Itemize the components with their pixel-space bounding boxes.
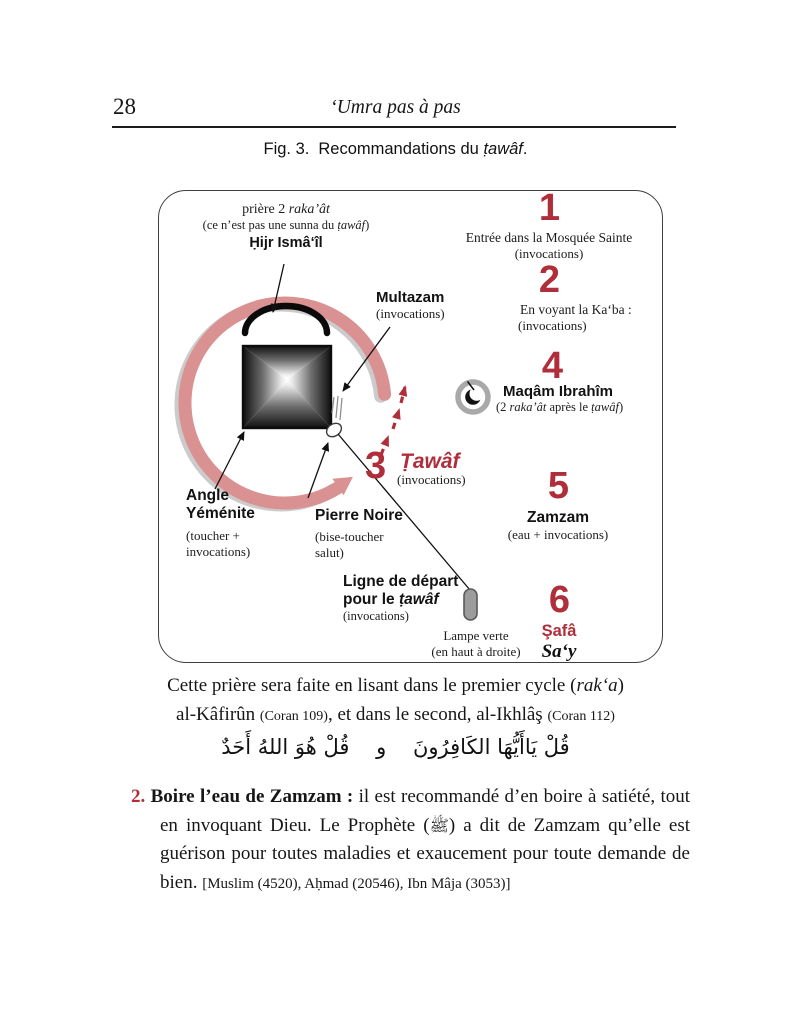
hadith-citation: [Muslim (4520), Aḥmad (20546), Ibn Mâja (3053)] [202,875,511,892]
pierre-noire-label: Pierre Noire (bise-toucher salut) [315,507,403,560]
saws-symbol: ﷺ [429,815,449,835]
step3-number: 3 [365,445,386,487]
item-number: 2. [131,786,146,807]
step4-number: 4 [541,345,563,387]
running-title: ‘Umra pas à pas [330,97,461,118]
figure-caption: Fig. 3. Recommandations du ṭawâf. [263,140,528,158]
lampe-verte-label: Lampe verte (en haut à droite) [431,628,521,659]
step4-title: Maqâm Ibrahîm [503,383,614,400]
hijr-label: prière 2 raka’ât (ce n’est pas une sunna du ṭawâf) Ḥijr Ismâ‘îl [202,202,370,252]
step5: 5 Zamzam (eau + invocations) [507,465,609,542]
intro-paragraph: Cette prière sera faite en lisant dans le premier cycle (rak‘a) al-Kâfirûn (Coran 109), et dans le second, al-Ikhlâş (Coran 112) [167,675,624,725]
step2: 2 En voyant la Ka‘ba : (invocations) [518,259,632,334]
step3-title: Ṭawâf [400,450,460,473]
kaaba-icon [243,346,331,428]
step1: 1 Entrée dans la Mosquée Sainte (invocations) [465,187,633,262]
figure-caption-text: Recommandations du [318,140,484,158]
angle-yemenite-label: Angle Yéménite (toucher + invocations) [186,487,255,559]
page-number: 28 [113,94,136,119]
multazam-label: Multazam (invocations) [376,289,445,322]
step4-sub: (2 raka’ât après le ṭawâf) [496,400,624,414]
multazam-marks [332,396,342,420]
crescent-icon [458,382,488,413]
ligne-depart-label: Ligne de départ pour le ṭawâf (invocations) [343,573,459,623]
header-rule [112,126,676,128]
zamzam-paragraph: 2. Boire l’eau de Zamzam : il est recommandé d’en boire à satiété, tout en invoquant Dieu. Le Prophète (ﷺ) a dit de Zamzam qu’elle est guérison pour toutes maladies et exaucement pour toute demande de bien. [Muslim (4520), Aḥmad (20546), Ibn Mâja (3053)] [131,786,691,893]
figure-caption-prefix: Fig. 3. [263,140,310,158]
step3-sub: (invocations) [397,472,466,487]
step6: 6 Şafâ Sa‘y [541,579,577,662]
arabic-verse: قُلْ يَاأَيُّهَا الكَافِرُونَ و قُلْ هُوَ اللهُ أَحَدٌ [221,735,570,759]
figure-frame [158,187,663,663]
